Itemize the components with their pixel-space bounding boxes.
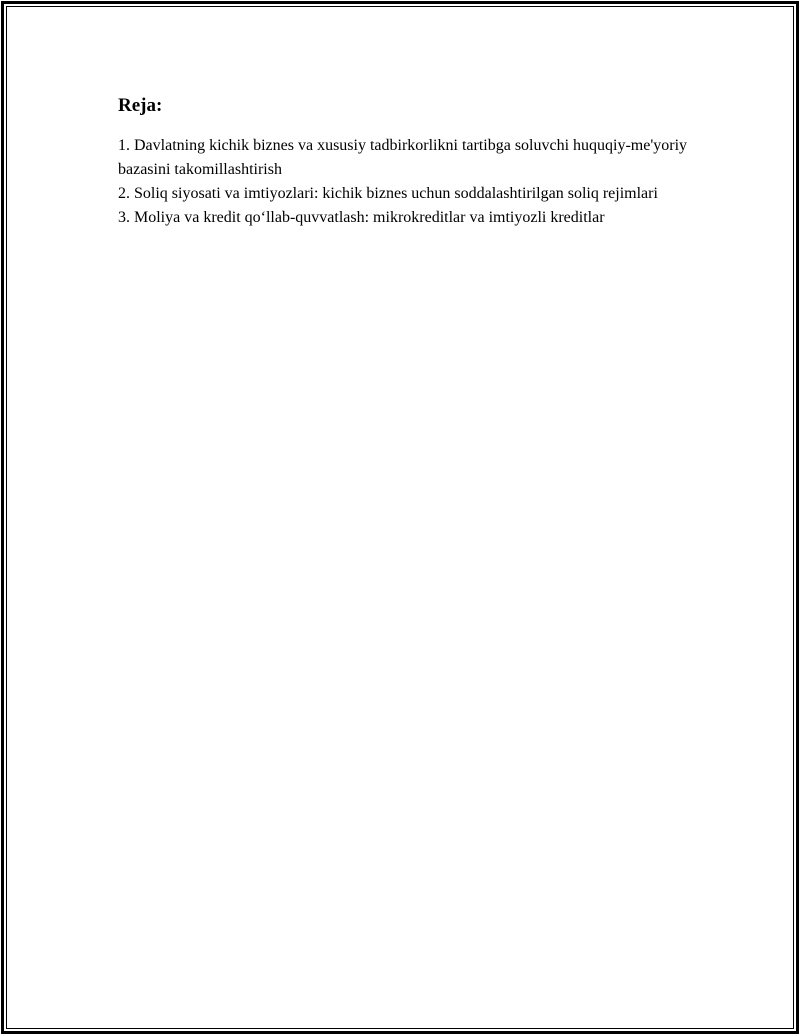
plan-list bbox=[118, 134, 688, 230]
plan-item-2: 2. Soliq siyosati va imtiyozlari: kichik biznes uchun soddalashtirilgan soliq rejimlari bbox=[118, 185, 658, 202]
plan-item-1: 1. Davlatning kichik biznes va xususiy tadbirkorlikni tartibga soluvchi huquqiy-me'yoriy bazasini takomillashtirish bbox=[118, 137, 688, 178]
plan-item-3: 3. Moliya va kredit qo‘llab-quvvatlash: mikrokreditlar va imtiyozli kreditlar bbox=[118, 209, 605, 226]
plan-heading: Reja: bbox=[118, 95, 163, 116]
document-content bbox=[118, 92, 688, 230]
